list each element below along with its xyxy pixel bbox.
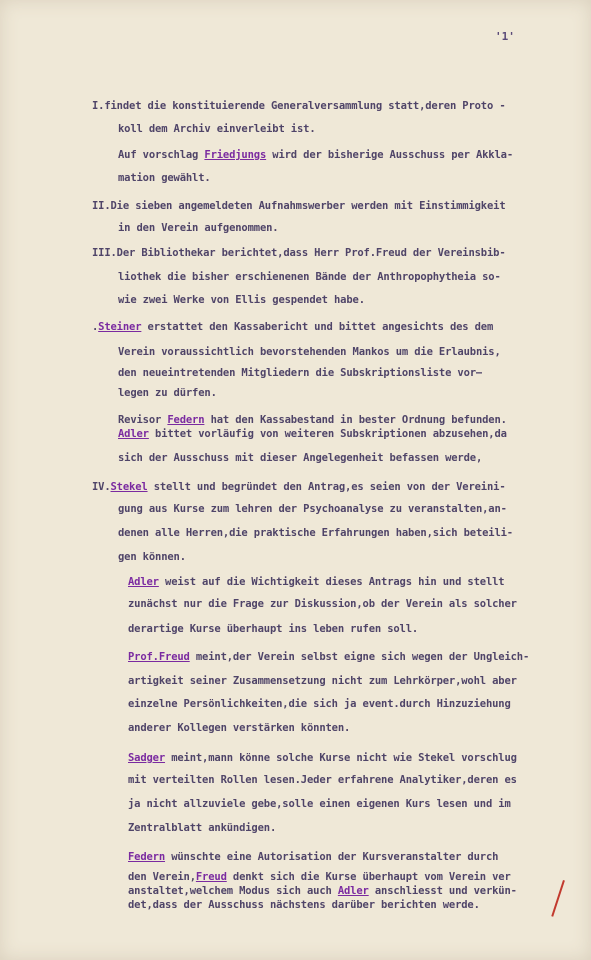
text-segment: erstattet den Kassabericht und bittet angesichts des dem	[141, 321, 494, 333]
person-name: Freud	[195, 871, 227, 883]
person-name: Stekel	[110, 481, 148, 493]
text-line	[118, 527, 513, 539]
text-line	[118, 294, 365, 306]
person-name: Steiner	[98, 321, 142, 333]
text-segment: hat den Kassabestand in bester Ordnung befunden.	[204, 414, 507, 426]
text-segment: koll dem Archiv einverleibt ist.	[118, 123, 316, 135]
text-line	[118, 149, 513, 161]
text-segment: zunächst nur die Frage zur Diskussion,ob der Verein als solcher	[128, 598, 517, 610]
text-segment: anderer Kollegen verstärken könnten.	[128, 722, 351, 734]
text-line	[128, 752, 517, 764]
text-line	[118, 346, 501, 358]
text-line	[92, 100, 506, 112]
person-name: Prof.Freud	[128, 651, 190, 663]
text-segment: Auf vorschlag	[118, 149, 205, 161]
text-line	[118, 428, 507, 440]
person-name: Adler	[118, 428, 149, 440]
person-name: Friedjungs	[204, 149, 267, 161]
text-segment: weist auf die Wichtigkeit dieses Antrags hin und stellt	[158, 576, 505, 588]
text-line	[118, 551, 186, 563]
text-segment: in den Verein aufgenommen.	[118, 222, 279, 234]
text-line	[128, 822, 276, 834]
text-line	[128, 675, 517, 687]
person-name: Federn	[167, 414, 205, 426]
text-line	[118, 367, 482, 379]
text-segment: mation gewählt.	[118, 172, 211, 184]
text-segment: denen alle Herren,die praktische Erfahrungen haben,sich beteili-	[118, 527, 513, 539]
text-line	[118, 222, 278, 234]
page-number: '1'	[495, 30, 515, 43]
text-line	[128, 722, 350, 734]
person-name: Sadger	[128, 752, 166, 764]
text-line	[128, 576, 504, 588]
text-segment: Revisor	[118, 414, 168, 426]
text-line	[128, 851, 498, 863]
text-segment: anstaltet,welchem Modus sich auch	[128, 885, 338, 897]
text-line	[118, 503, 507, 515]
text-line	[128, 774, 517, 786]
text-line	[128, 698, 511, 710]
text-segment: artigkeit seiner Zusammensetzung nicht zum Lehrkörper,wohl aber	[128, 675, 517, 687]
text-segment: wird der bisherige Ausschuss per Akkla-	[266, 149, 513, 161]
text-line	[118, 452, 482, 464]
text-segment: II.Die sieben angemeldeten Aufnahmswerber werden mit Einstimmigkeit	[92, 200, 506, 212]
person-name: Adler	[337, 885, 369, 897]
text-segment: I.findet die konstituierende Generalversammlung statt,deren Proto -	[92, 100, 506, 112]
red-pencil-mark	[551, 880, 565, 917]
text-line	[118, 387, 217, 399]
text-line	[128, 651, 529, 663]
text-line	[128, 885, 517, 897]
person-name: Federn	[128, 851, 166, 863]
text-segment: einzelne Persönlichkeiten,die sich ja event.durch Hinzuziehung	[128, 698, 511, 710]
text-segment: Zentralblatt ankündigen.	[128, 822, 277, 834]
text-segment: IV.	[92, 481, 111, 493]
person-name: Adler	[128, 576, 159, 588]
text-segment: .	[92, 321, 99, 333]
text-segment: liothek die bisher erschienenen Bände der Anthropophytheia so-	[118, 271, 501, 283]
text-segment: mit verteilten Rollen lesen.Jeder erfahrene Analytiker,deren es	[128, 774, 517, 786]
text-line	[92, 321, 493, 333]
text-segment: wie zwei Werke von Ellis gespendet habe.	[118, 294, 365, 306]
text-segment: bittet vorläufig von weiteren Subskriptionen abzusehen,da	[148, 428, 507, 440]
text-segment: gung aus Kurse zum lehren der Psychoanalyse zu veranstalten,an-	[118, 503, 507, 515]
text-line	[128, 598, 517, 610]
text-segment: derartige Kurse überhaupt ins leben rufen soll.	[128, 623, 419, 635]
text-segment: det,dass der Ausschuss nächstens darüber berichten werde.	[128, 899, 480, 911]
text-segment: denkt sich die Kurse überhaupt vom Verein ver	[226, 871, 511, 883]
text-segment: meint,der Verein selbst eigne sich wegen der Ungleich-	[189, 651, 530, 663]
text-segment: den neueintretenden Mitgliedern die Subskriptionsliste vor—	[118, 367, 483, 379]
text-line	[92, 200, 506, 212]
text-line	[118, 414, 507, 426]
text-line	[118, 172, 211, 184]
text-segment: den Verein,	[128, 871, 196, 883]
text-segment: ja nicht allzuviele gebe,solle einen eigenen Kurs lesen und im	[128, 798, 511, 810]
text-segment: wünschte eine Autorisation der Kursveranstalter durch	[165, 851, 499, 863]
text-line	[92, 247, 506, 259]
text-segment: gen können.	[118, 551, 186, 563]
text-segment: Verein voraussichtlich bevorstehenden Mankos um die Erlaubnis,	[118, 346, 501, 358]
text-line	[128, 871, 511, 883]
text-line	[118, 271, 501, 283]
text-segment: legen zu dürfen.	[118, 387, 217, 399]
text-segment: sich der Ausschuss mit dieser Angelegenheit befassen werde,	[118, 452, 483, 464]
text-segment: stellt und begründet den Antrag,es seien von der Vereini-	[147, 481, 506, 493]
text-line	[128, 623, 418, 635]
text-segment: meint,mann könne solche Kurse nicht wie Stekel vorschlug	[165, 752, 517, 764]
text-line	[128, 899, 480, 911]
text-segment: anschliesst und verkün-	[368, 885, 517, 897]
text-line	[92, 481, 506, 493]
text-segment: III.Der Bibliothekar berichtet,dass Herr Prof.Freud der Vereinsbib-	[92, 247, 506, 259]
text-line	[118, 123, 316, 135]
text-line	[128, 798, 511, 810]
